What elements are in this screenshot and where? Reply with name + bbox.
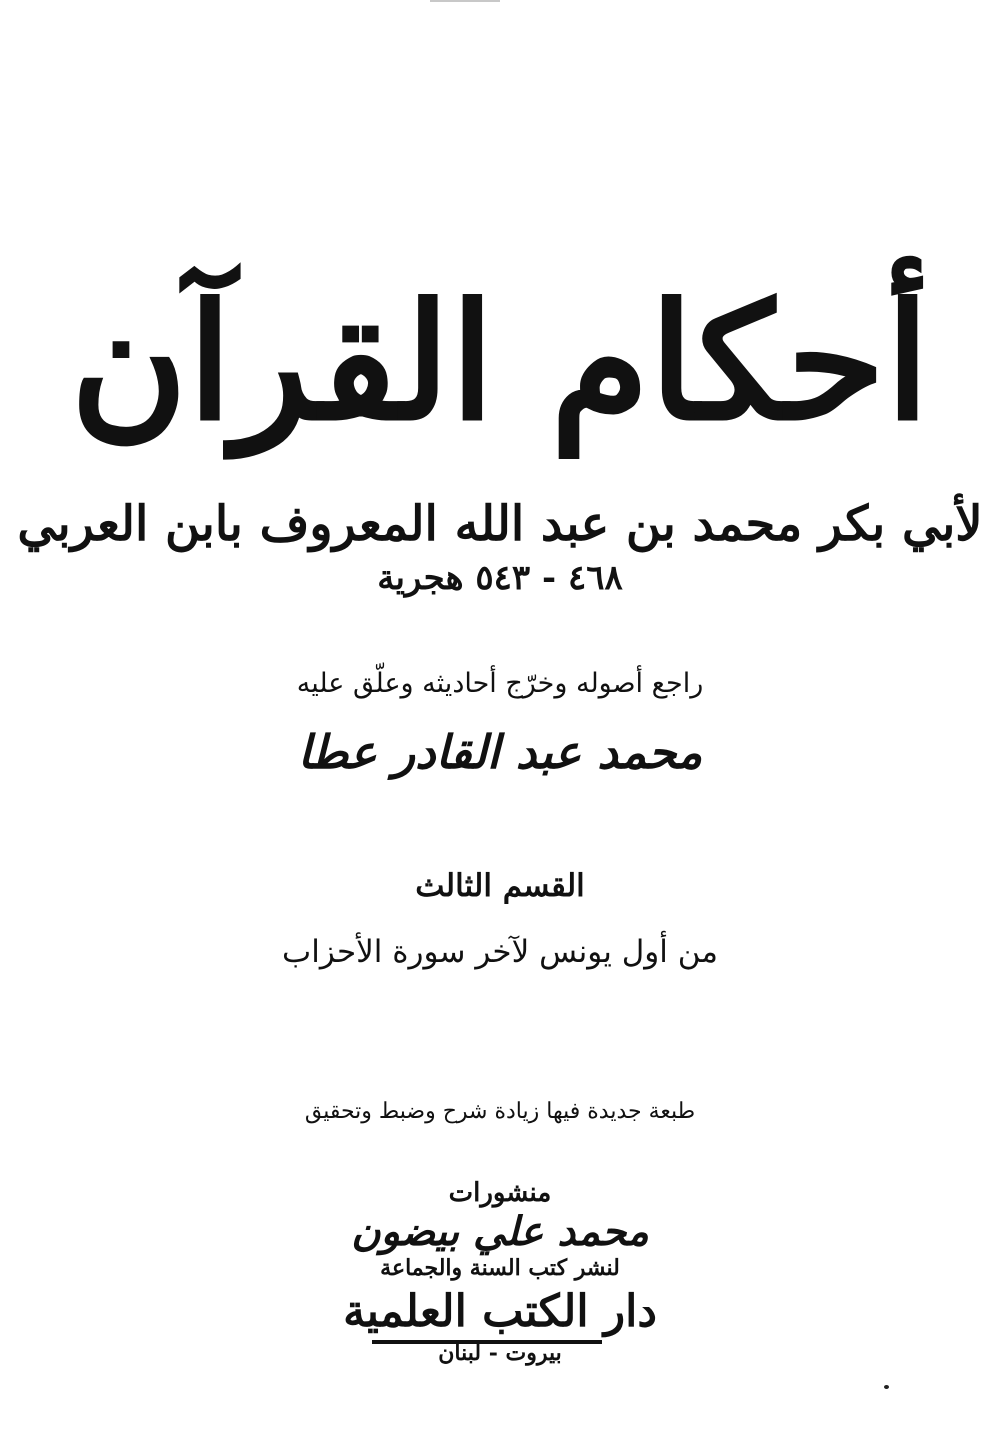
publisher-name: محمد علي بيضون [351, 1208, 649, 1255]
author-line: لأبي بكر محمد بن عبد الله المعروف بابن العربي [17, 496, 983, 552]
publisher-subtitle: لنشر كتب السنة والجماعة [380, 1255, 620, 1281]
volume-label: القسم الثالث [415, 868, 585, 904]
edition-note: طبعة جديدة فيها زيادة شرح وضبط وتحقيق [304, 1099, 696, 1124]
editor-name: محمد عبد القادر عطا [297, 725, 703, 779]
reviewed-by-label: راجع أصوله وخرّج أحاديثه وعلّق عليه [296, 668, 704, 699]
scan-speck [884, 1385, 889, 1389]
publishing-house: دار الكتب العلمية [343, 1286, 657, 1337]
book-title: أحكام القرآن [70, 268, 930, 456]
scan-mark [430, 0, 500, 2]
publisher-label: منشورات [448, 1178, 552, 1208]
volume-range: من أول يونس لآخر سورة الأحزاب [282, 934, 718, 970]
author-dates: ٤٦٨ - ٥٤٣ هجرية [377, 558, 623, 598]
publisher-city: بيروت - لبنان [438, 1340, 562, 1366]
